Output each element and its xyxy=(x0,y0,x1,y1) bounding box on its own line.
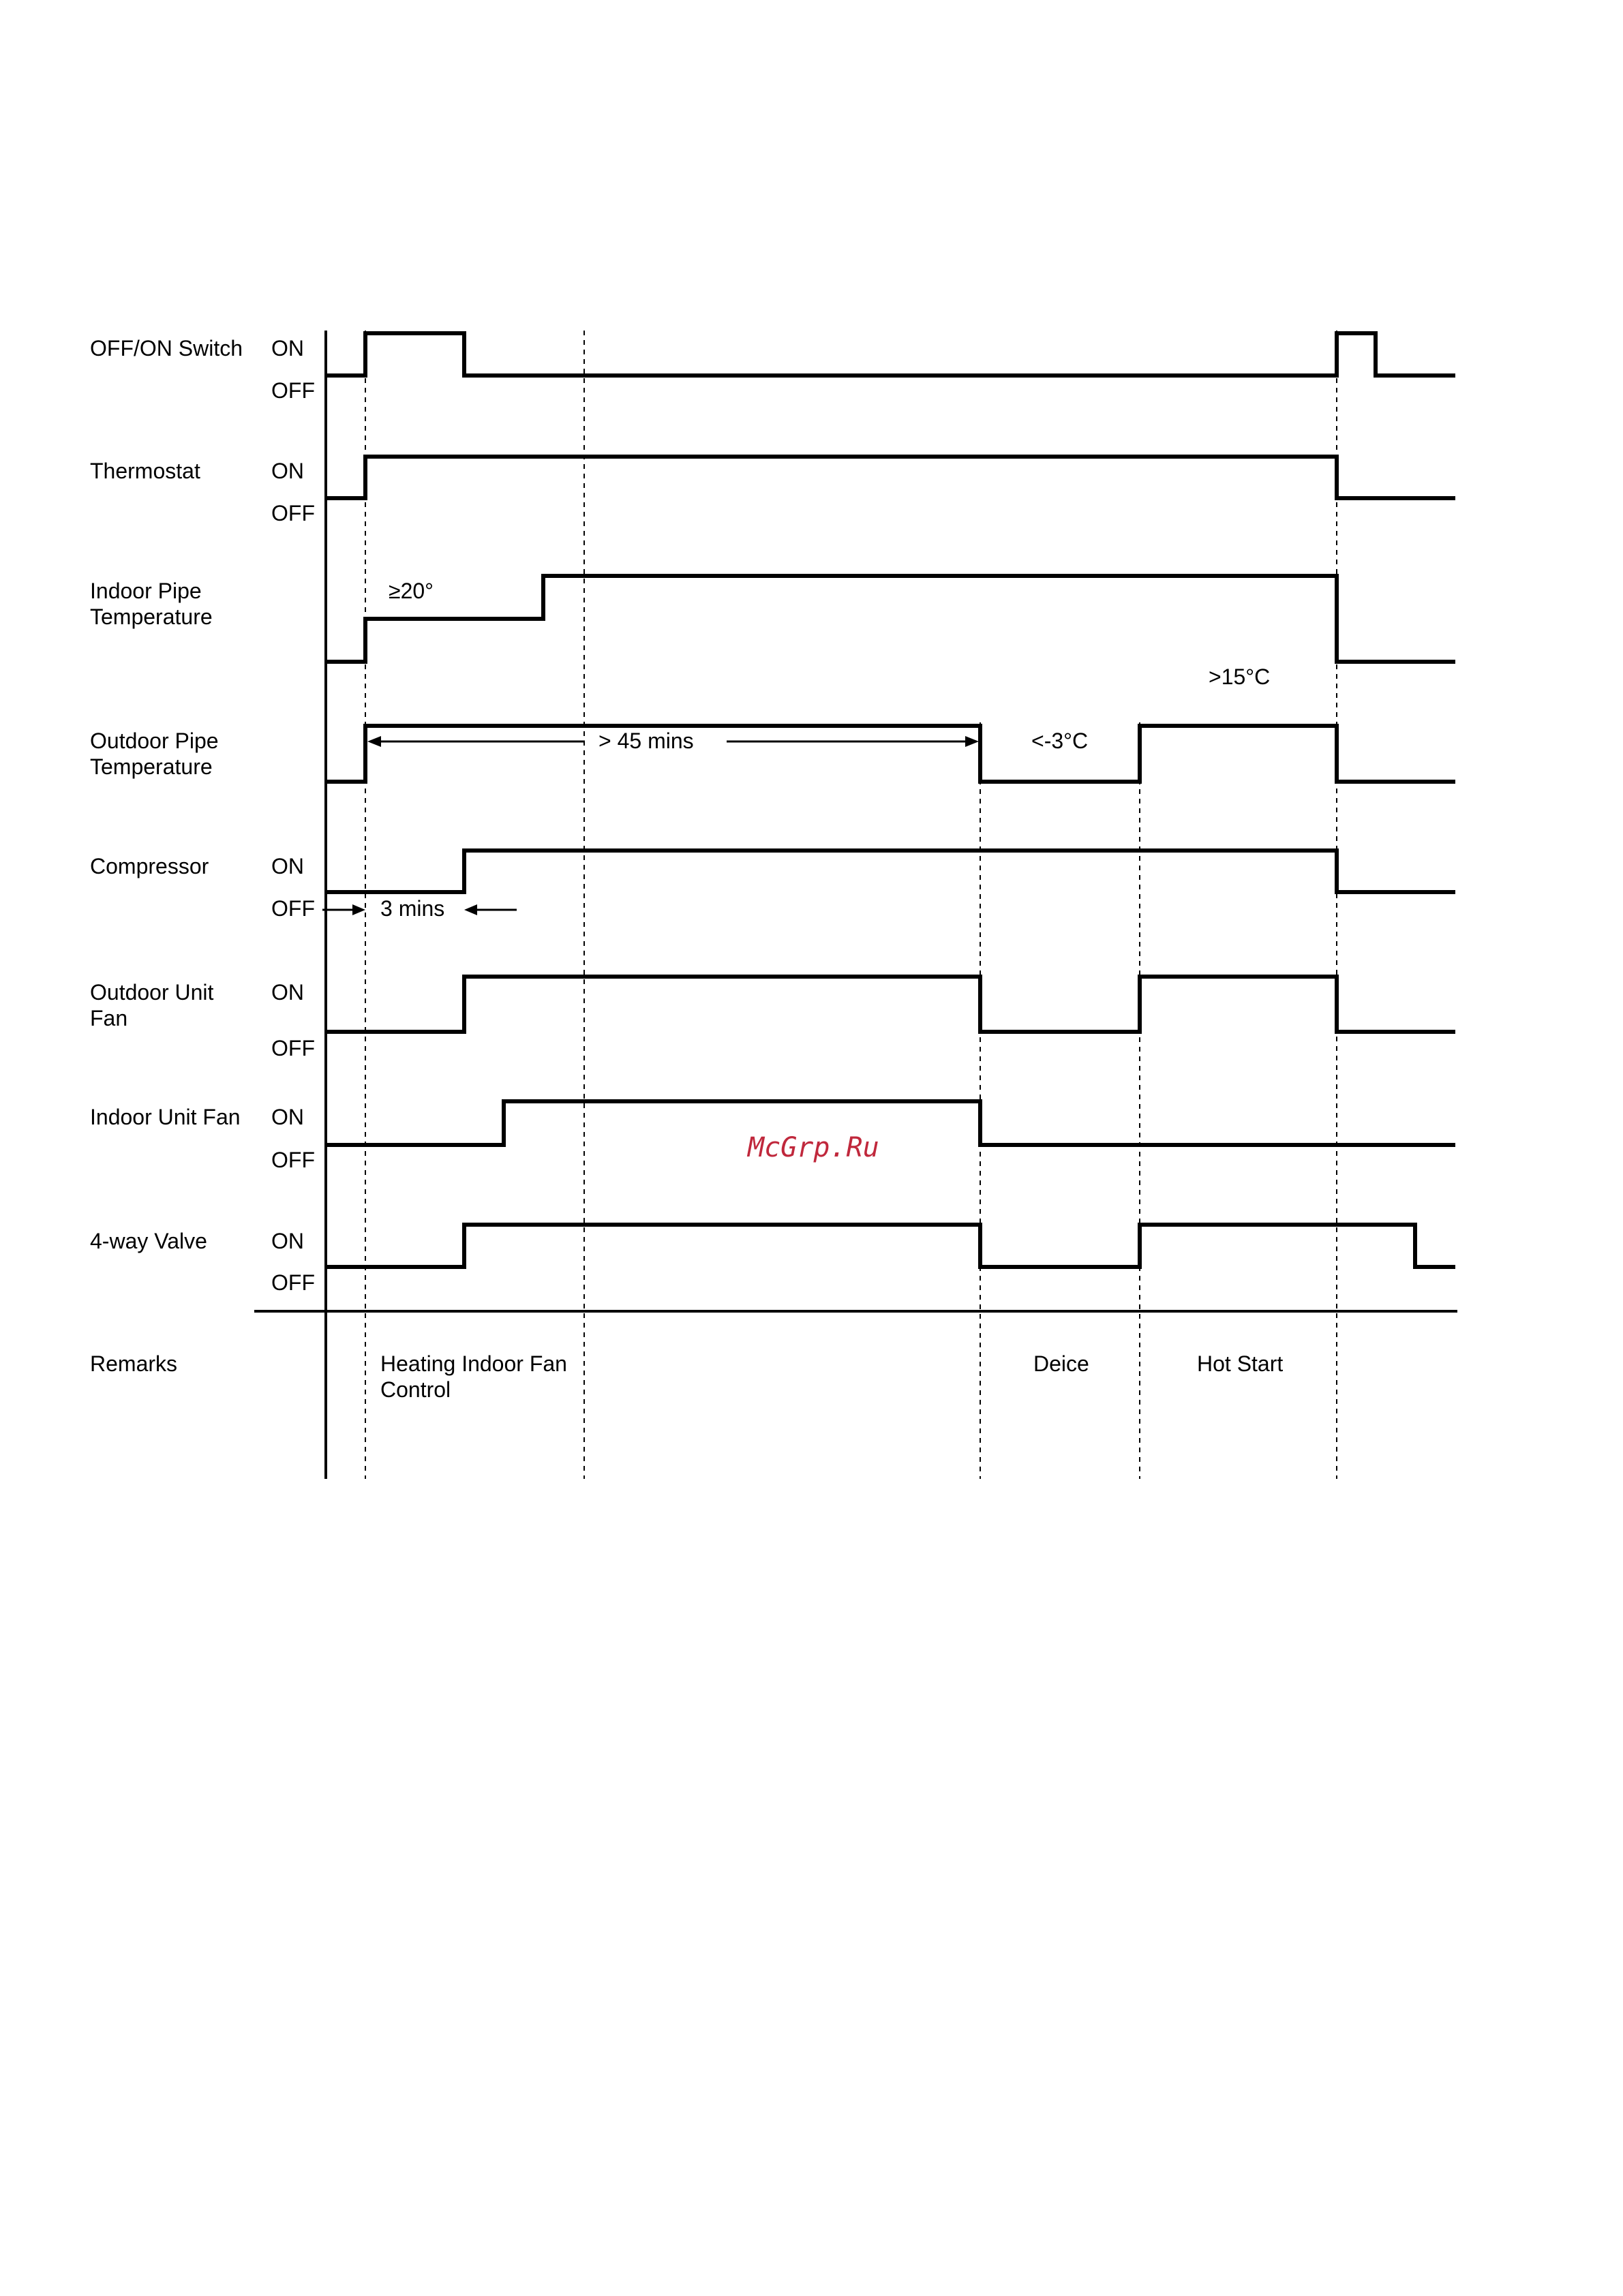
switch-on-label: ON xyxy=(271,336,304,361)
remark-deice: Deice xyxy=(1033,1351,1089,1376)
remark-heating-indoor-fan-control: Heating Indoor Fan Control xyxy=(380,1351,567,1402)
indoor-release-annotation: >15°C xyxy=(1209,664,1271,689)
signal-name-4way-valve: 4-way Valve xyxy=(90,1229,207,1253)
switch-off-label: OFF xyxy=(271,378,315,403)
compressor-off-label: OFF xyxy=(271,896,315,921)
compressor-on-label: ON xyxy=(271,854,304,878)
time-markers xyxy=(365,331,1337,1479)
thermostat-on-label: ON xyxy=(271,459,304,483)
indoor-fan-off-label: OFF xyxy=(271,1148,315,1172)
valve-off-label: OFF xyxy=(271,1270,315,1295)
wave-4way-valve xyxy=(326,1225,1455,1267)
arrowhead-right xyxy=(965,736,979,747)
wave-outdoor-pipe xyxy=(326,726,1455,782)
compressor-delay-annotation: 3 mins xyxy=(380,896,445,921)
wave-compressor xyxy=(326,851,1455,892)
signal-names xyxy=(90,336,243,1253)
outdoor-fan-off-label: OFF xyxy=(271,1036,315,1060)
outdoor-duration-annotation: > 45 mins xyxy=(598,729,694,753)
remark-hot-start: Hot Start xyxy=(1197,1351,1284,1376)
watermark: McGrp.Ru xyxy=(748,1132,879,1163)
signal-name-outdoor-fan: Outdoor Unit Fan xyxy=(90,980,214,1030)
indoor-threshold-annotation: ≥20° xyxy=(389,579,434,603)
arrowhead-delay-left xyxy=(464,904,477,915)
wave-thermostat xyxy=(326,457,1455,498)
signal-name-indoor-fan: Indoor Unit Fan xyxy=(90,1105,241,1129)
remarks-label: Remarks xyxy=(90,1351,178,1376)
wave-indoor-pipe xyxy=(326,576,1455,662)
thermostat-off-label: OFF xyxy=(271,501,315,525)
waveforms xyxy=(326,333,1455,1267)
arrowhead-delay-right xyxy=(352,904,365,915)
signal-name-switch: OFF/ON Switch xyxy=(90,336,243,361)
signal-name-thermostat: Thermostat xyxy=(90,459,200,483)
wave-indoor-fan xyxy=(326,1101,1455,1145)
outdoor-threshold-annotation: <-3°C xyxy=(1031,729,1089,753)
signal-name-compressor: Compressor xyxy=(90,854,209,878)
wave-outdoor-fan xyxy=(326,977,1455,1032)
indoor-fan-on-label: ON xyxy=(271,1105,304,1129)
wave-switch xyxy=(326,333,1455,376)
outdoor-fan-on-label: ON xyxy=(271,980,304,1005)
signal-name-indoor-pipe: Indoor Pipe Temperature xyxy=(90,579,213,629)
level-labels xyxy=(271,336,315,1295)
valve-on-label: ON xyxy=(271,1229,304,1253)
arrowhead-left xyxy=(367,736,381,747)
signal-name-outdoor-pipe: Outdoor Pipe Temperature xyxy=(90,729,219,779)
